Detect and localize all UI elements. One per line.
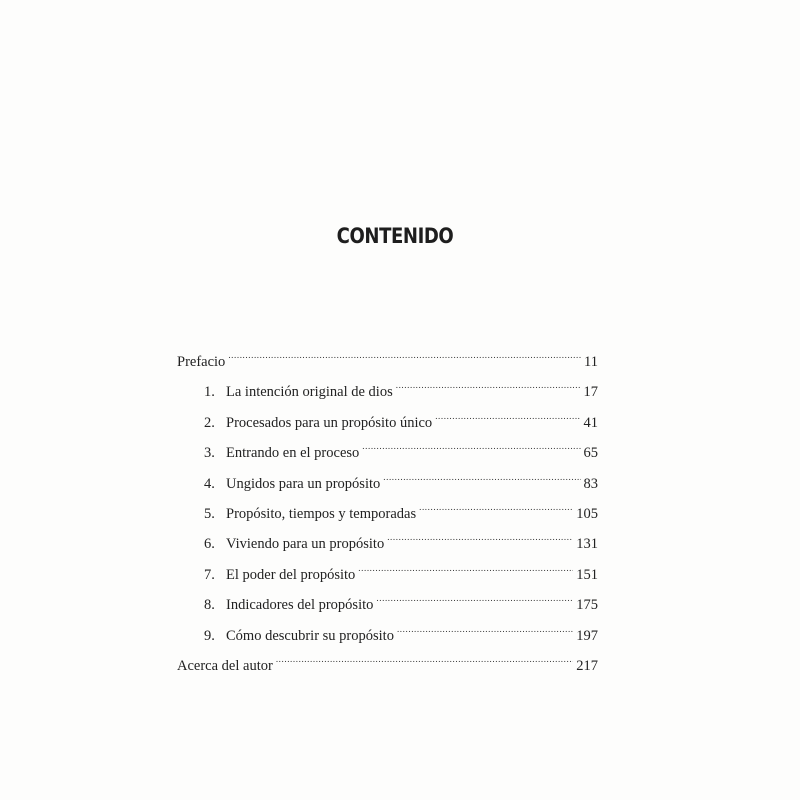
- dot-leader: [383, 458, 580, 488]
- toc-entry-number: 6.: [204, 536, 215, 553]
- toc-entry-page: 217: [576, 657, 598, 674]
- dot-leader: [228, 336, 581, 366]
- toc-entry-number: 1.: [204, 384, 215, 401]
- toc-entry-number: 4.: [204, 475, 215, 492]
- toc-entry-label: La intención original de dios: [226, 384, 393, 401]
- table-of-contents: [177, 336, 598, 674]
- toc-entry-number: 9.: [204, 627, 215, 644]
- toc-entry-label: Ungidos para un propósito: [226, 475, 381, 492]
- dot-leader: [376, 579, 573, 609]
- dot-leader: [396, 366, 581, 396]
- dot-leader: [435, 397, 580, 427]
- dot-leader: [397, 610, 573, 640]
- toc-entry-page: 197: [576, 627, 598, 644]
- toc-entry-label: Cómo descubrir su propósito: [226, 627, 394, 644]
- toc-entry-number: 3.: [204, 445, 215, 462]
- page-title: CONTENIDO: [336, 224, 454, 248]
- toc-entry-chapter-1: [177, 366, 598, 401]
- toc-entry-page: 11: [584, 354, 598, 370]
- toc-entry-label: Prefacio: [177, 354, 226, 370]
- toc-entry-page: 41: [583, 414, 598, 431]
- dot-leader: [358, 549, 573, 579]
- toc-entry-label: Viviendo para un propósito: [226, 536, 385, 553]
- toc-entry-label: Indicadores del propósito: [226, 597, 374, 614]
- toc-entry-page: 105: [576, 505, 598, 522]
- toc-entry-prefacio: [177, 336, 598, 370]
- dot-leader: [387, 518, 573, 548]
- toc-entry-label: Entrando en el proceso: [226, 445, 360, 462]
- toc-entry-page: 17: [583, 384, 598, 401]
- toc-entry-label: Acerca del autor: [177, 657, 273, 674]
- toc-entry-page: 151: [576, 566, 598, 583]
- toc-entry-label: Propósito, tiempos y temporadas: [226, 505, 417, 522]
- toc-entry-page: 131: [576, 536, 598, 553]
- dot-leader: [362, 427, 580, 457]
- dot-leader: [419, 488, 573, 518]
- toc-entry-number: 2.: [204, 414, 215, 431]
- toc-entry-label: El poder del propósito: [226, 566, 356, 583]
- toc-entry-page: 175: [576, 597, 598, 614]
- toc-entry-number: 7.: [204, 566, 215, 583]
- toc-entry-page: 83: [583, 475, 598, 492]
- toc-entry-number: 8.: [204, 597, 215, 614]
- toc-entry-label: Procesados para un propósito único: [226, 414, 433, 431]
- toc-entry-number: 5.: [204, 505, 215, 522]
- toc-entry-page: 65: [583, 445, 598, 462]
- dot-leader: [276, 640, 573, 670]
